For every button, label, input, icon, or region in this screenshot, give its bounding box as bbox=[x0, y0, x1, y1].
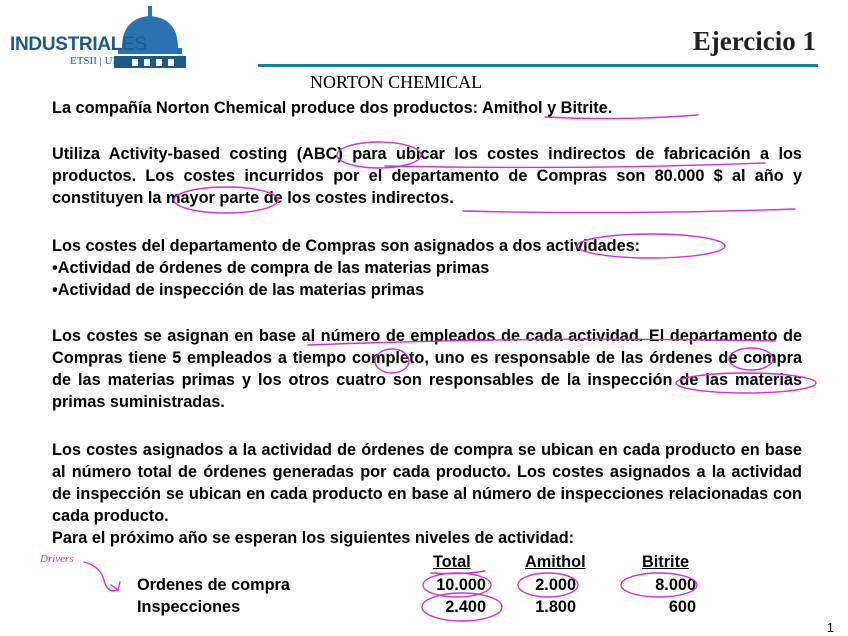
table-cell: 1.800 bbox=[535, 598, 576, 616]
paragraph-drivers: Los costes asignados a la actividad de órdenes de compra se ubican en cada producto en base al número total de órdenes generadas por cada producto. Los costes asignados a la actividad de inspección se ubican en cada producto en base al número de inspecciones relacionadas con cada producto. bbox=[52, 441, 802, 525]
paragraph-activities: Los costes del departamento de Compras son asignados a dos actividades: bbox=[52, 237, 641, 255]
bullet-inspeccion: •Actividad de inspección de las materias primas bbox=[52, 281, 425, 299]
logo-subtitle: ETSII | UPM bbox=[70, 55, 129, 67]
table-header-amithol: Amithol bbox=[525, 553, 586, 571]
drivers-arrow bbox=[84, 562, 118, 591]
table-cell: 10.000 bbox=[436, 576, 486, 594]
bullet-ordenes: •Actividad de órdenes de compra de las materias primas bbox=[52, 259, 490, 277]
table-cell: 600 bbox=[668, 598, 696, 616]
paragraph-abc: Utiliza Activity-based costing (ABC) para ubicar los costes indirectos de fabricación a los productos. Los costes incurridos por el departamento de Compras son 80.000 $ al año y constituyen la mayor parte de los costes indirectos. bbox=[52, 145, 802, 207]
drivers-arrowhead bbox=[111, 582, 120, 590]
page-number: 1 bbox=[826, 620, 834, 635]
table-cell: 8.000 bbox=[655, 576, 696, 594]
underline-mayor-parte bbox=[463, 209, 795, 213]
page-title: Ejercicio 1 bbox=[692, 26, 816, 56]
paragraph-intro: La compañía Norton Chemical produce dos productos: Amithol y Bitrite. bbox=[52, 99, 613, 117]
page-subtitle: NORTON CHEMICAL bbox=[310, 72, 483, 92]
table-header-bitrite: Bitrite bbox=[642, 553, 690, 571]
table-row-label: Inspecciones bbox=[137, 598, 241, 616]
paragraph-niveles: Para el próximo año se esperan los siguientes niveles de actividad: bbox=[52, 529, 575, 547]
paragraph-empleados: Los costes se asignan en base al número de empleados de cada actividad. El departamento de Compras tiene 5 empleados a tiempo completo, uno es responsable de las órdenes de compra de las materias primas y los otros cuatro son responsables de la inspección de las materias primas suministradas. bbox=[52, 327, 802, 411]
table-cell: 2.400 bbox=[445, 598, 486, 616]
table-header-total: Total bbox=[433, 553, 471, 571]
logo-wordmark: INDUSTRIALES bbox=[10, 34, 147, 55]
title-rule bbox=[258, 64, 818, 67]
table-cell: 2.000 bbox=[535, 576, 576, 594]
table-row-label: Ordenes de compra bbox=[137, 576, 290, 594]
drivers-annotation: Drivers bbox=[40, 553, 74, 565]
